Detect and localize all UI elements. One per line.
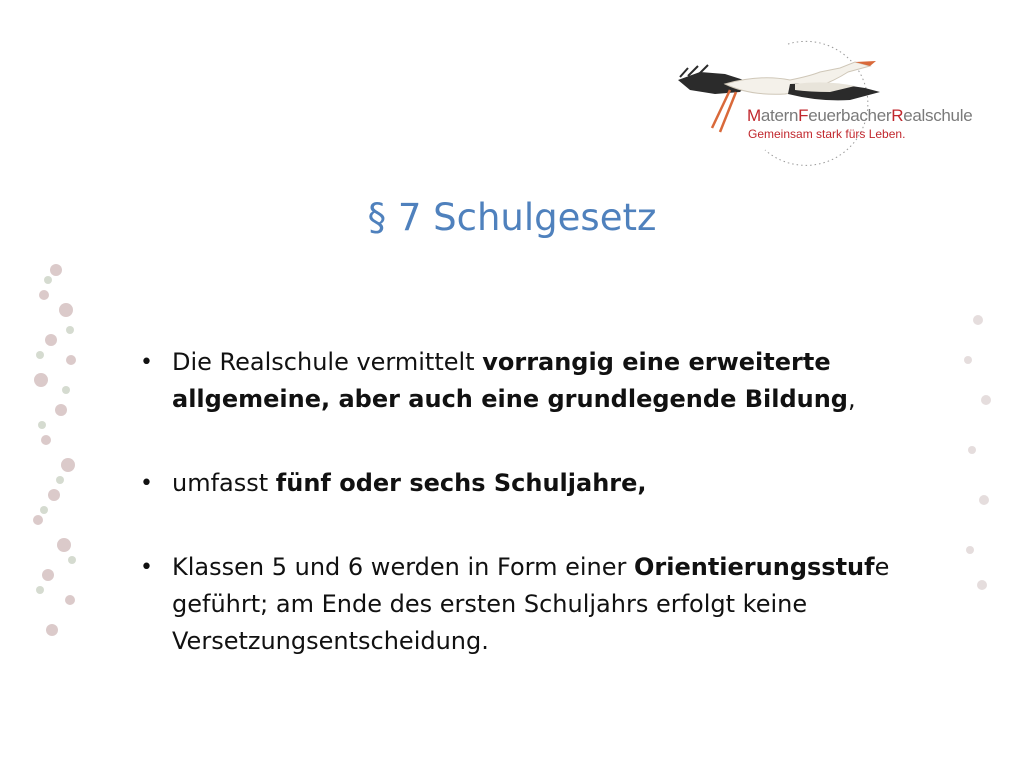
name-part: F [798, 106, 809, 125]
bullet-list [138, 344, 938, 660]
text-segment: e geführt; am Ende des ersten Schuljahrs erfolgt keine Versetzungsentscheidung. [172, 553, 890, 655]
bold-text-segment: fünf oder sechs Schuljahre, [275, 469, 647, 497]
text-segment: Die Realschule vermittelt [172, 348, 483, 376]
stork-icon [670, 32, 990, 167]
school-logo [670, 32, 990, 167]
text-segment: , [847, 385, 856, 413]
name-part: euerbacher [808, 106, 892, 125]
bold-text-segment: Orientierungsstuf [634, 553, 875, 581]
name-part: ealschule [903, 106, 973, 125]
text-segment: umfasst [172, 469, 276, 497]
floral-decoration-left [26, 250, 86, 650]
bullet-item [138, 549, 938, 660]
name-part: M [747, 106, 761, 125]
bullet-item [138, 344, 938, 418]
school-tagline: Gemeinsam stark fürs Leben. [748, 127, 906, 141]
bullet-item [138, 465, 938, 502]
bold-text-segment: vorrangig eine erweiterte allgemeine, aber auch eine grundlegende Bildung [172, 348, 848, 413]
name-part: atern [760, 106, 799, 125]
floral-decoration-right [958, 300, 998, 600]
school-name [747, 106, 972, 126]
name-part: R [891, 106, 904, 125]
slide-title: § 7 Schulgesetz [367, 196, 657, 239]
text-segment: Klassen 5 und 6 werden in Form einer [172, 553, 634, 581]
